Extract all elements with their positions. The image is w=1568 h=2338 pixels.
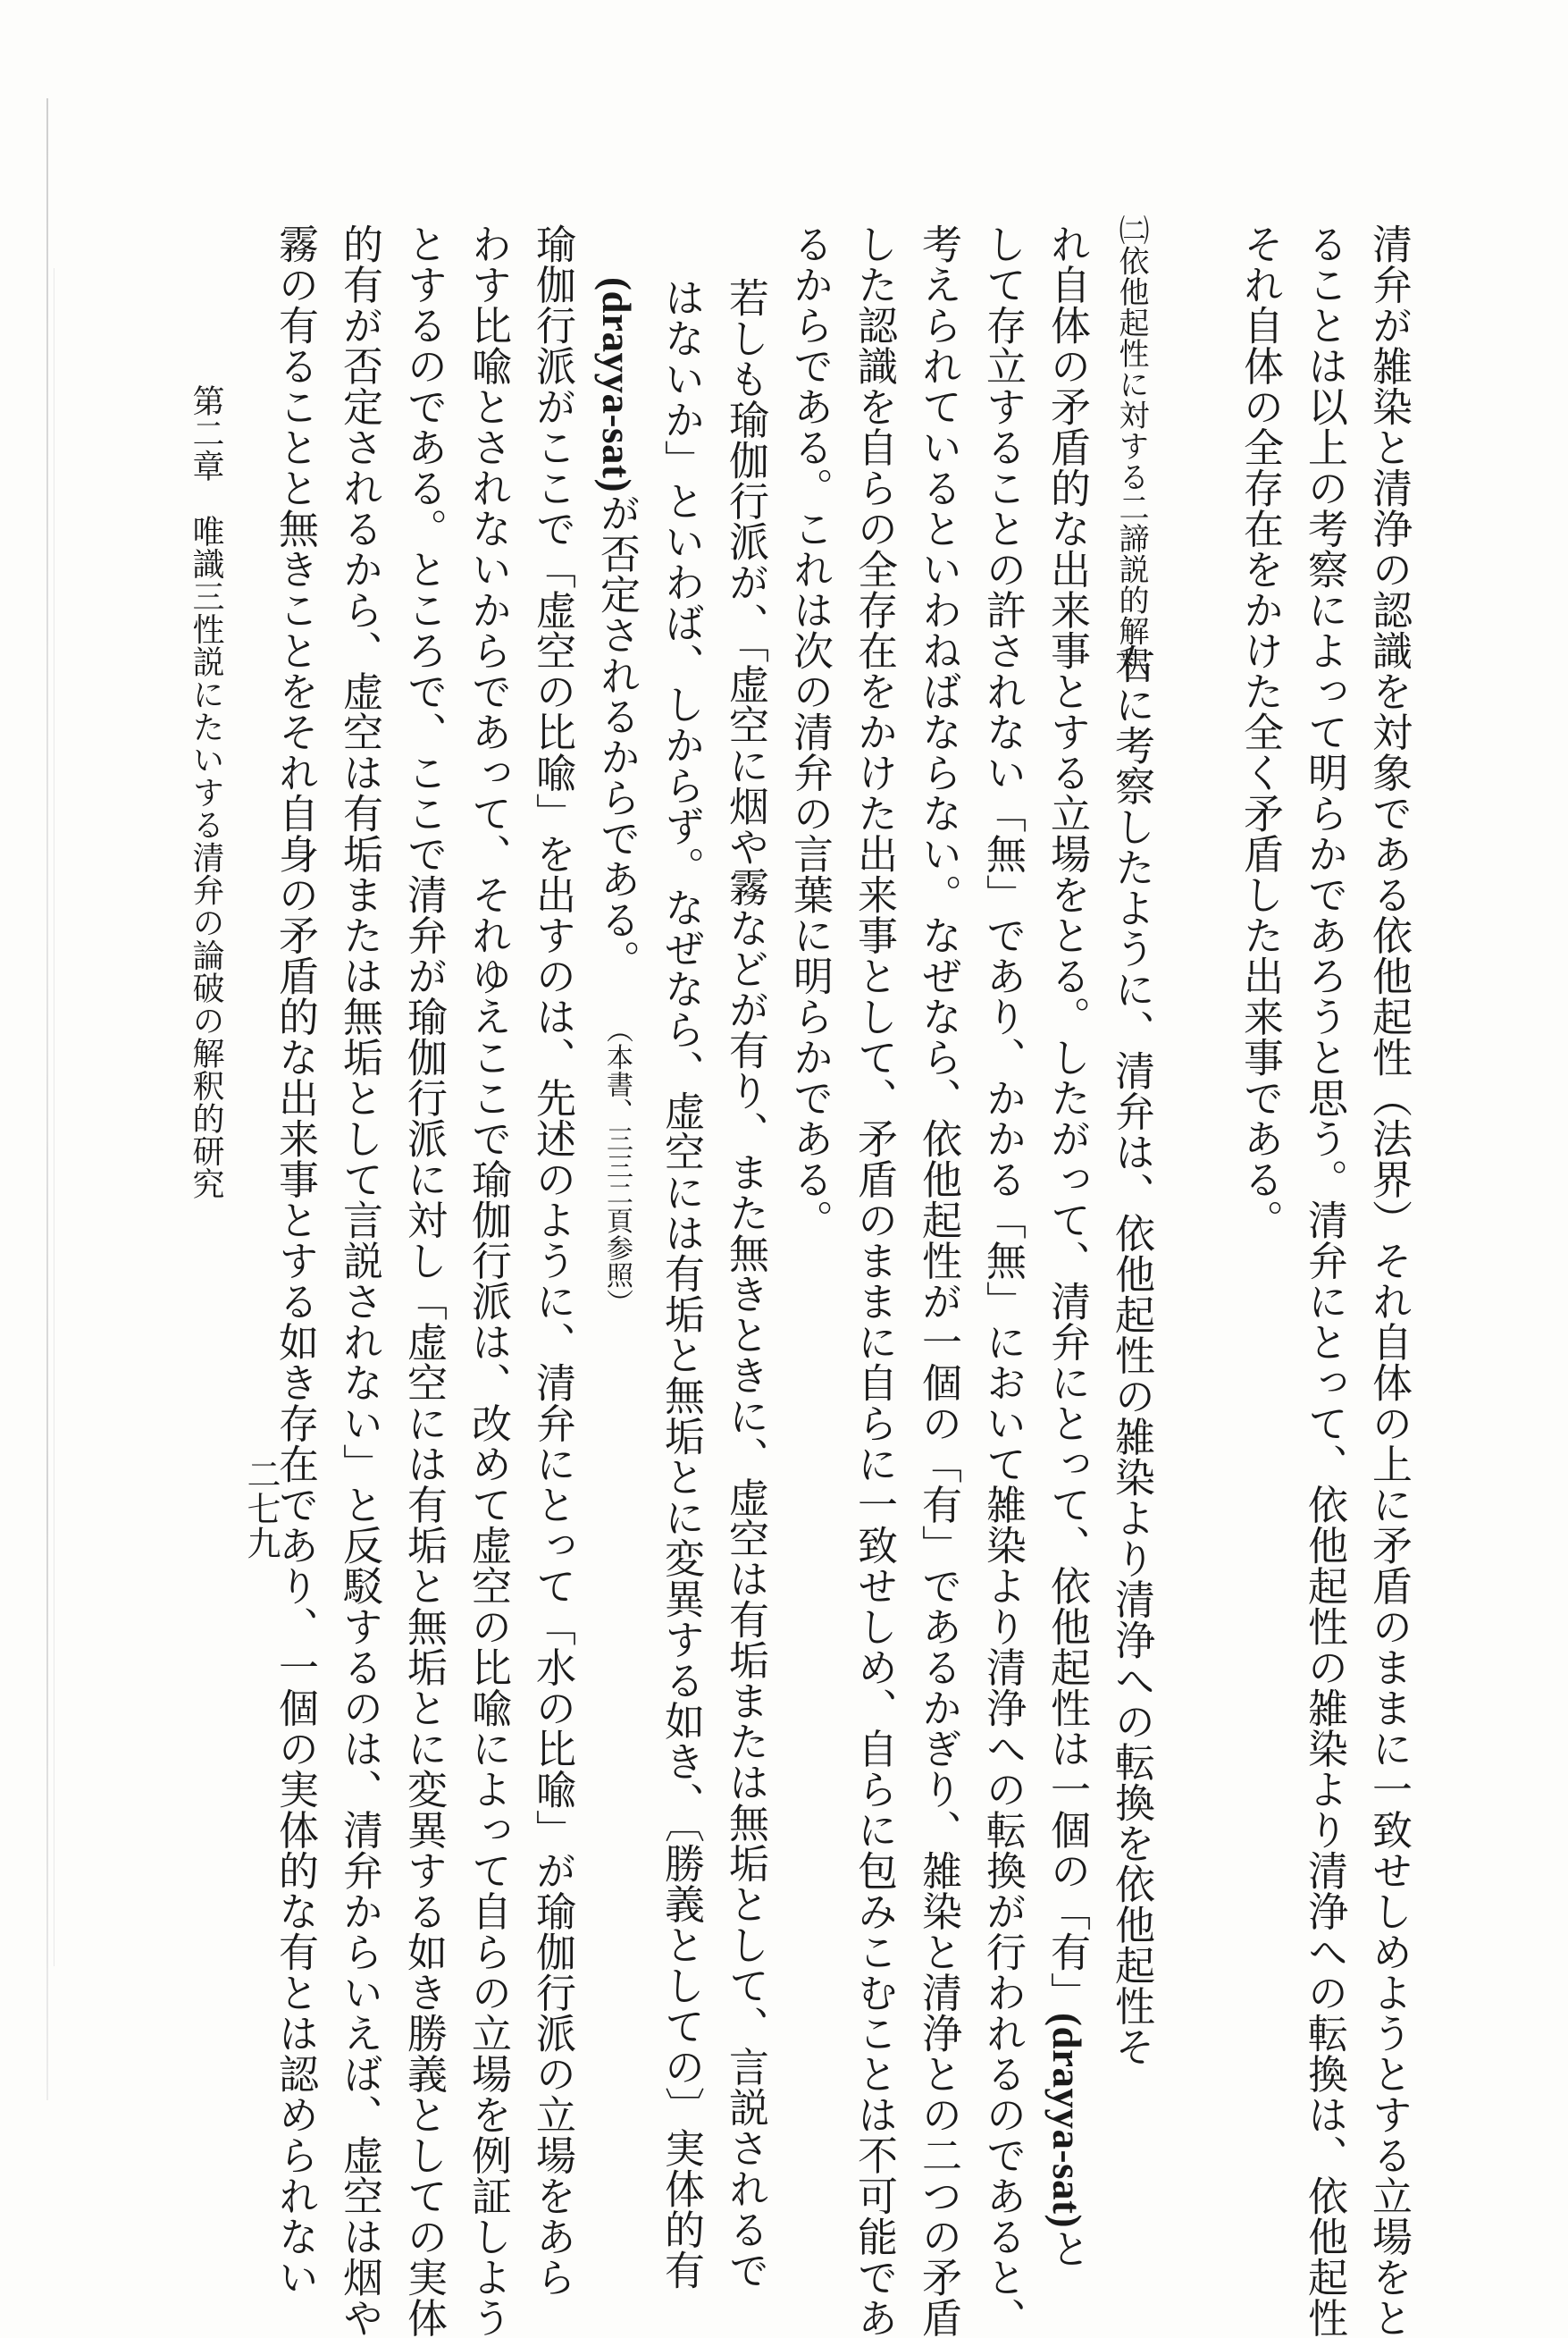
text-column-1 xyxy=(1356,223,1421,2338)
text-column-6 xyxy=(970,223,1035,2338)
column-5-end: と xyxy=(1044,2227,1091,2269)
column-5-text: れ自体の矛盾的な出来事とする立場をとる。したがって、清弁にとって、依他起性は一個の「有」 xyxy=(1044,223,1091,2013)
page-body xyxy=(223,214,1421,2338)
column-14-text: わす比喩とされないからであって、それゆえここで瑜伽行派は、改めて虚空の比喩によって自らの立場を例証しよう xyxy=(465,223,512,2338)
column-6-text: して存立することの許されない「無」であり、かかる「無」において雑染より清浄への転換が行われるのであると、 xyxy=(979,223,1027,2338)
running-footer xyxy=(179,384,232,1200)
quote-1-text: 若しも瑜伽行派が、「虚空に烟や霧などが有り、また無きときに、虚空は有垢または無垢として、言説されるで xyxy=(722,277,769,2291)
page-number xyxy=(234,1457,288,1560)
text-column-17 xyxy=(263,223,327,2298)
text-column-16 xyxy=(327,223,391,2338)
quote-column-2 xyxy=(649,277,713,2291)
column-15-text: とするのである。ところで、ここで清弁が瑜伽行派に対し「虚空には有垢と無垢とに変異する如き勝義としての実体 xyxy=(400,223,448,2338)
footer-text: 第二章 唯識三性説にたいする清弁の論破の解釈的研究 xyxy=(188,384,224,1200)
column-17-text: 霧の有ることと無きことをそれ自身の矛盾的な出来事とする如き存在であり、一個の実体的な有とは認められない xyxy=(272,223,319,2298)
text-column-2 xyxy=(1292,223,1356,2338)
column-13-text: 瑜伽行派がここで「虚空の比喩」を出すのは、先述のように、清弁にとって「水の比喩」が瑜伽行派の立場をあら xyxy=(529,223,576,2298)
column-2-text: ることは以上の考察によって明らかであろうと思う。清弁にとって、依他起性の雑染より清浄への転換は、依他起性 xyxy=(1301,223,1348,2338)
text-column-7 xyxy=(906,223,970,2338)
scan-edge-line xyxy=(54,268,55,1966)
quote-column-3 xyxy=(584,277,649,1316)
text-column-5 xyxy=(1035,223,1099,2268)
text-column-13 xyxy=(520,223,584,2298)
column-3-text: それ自体の全存在をかけた全く矛盾した出来事である。 xyxy=(1237,223,1284,1240)
quote-2-tail: 〔勝義としての〕実体的有 xyxy=(658,1822,705,2291)
quote-3-lead: (drayya-sat) xyxy=(594,277,639,492)
text-column-9 xyxy=(777,223,842,1240)
section-title: 依他起性に対する二諦説的解釈 xyxy=(1113,245,1149,677)
text-column-14 xyxy=(456,223,520,2338)
drayya-sat-term: (drayya-sat) xyxy=(1044,2013,1089,2228)
column-8-text: した認識を自らの全存在をかけた出来事として、矛盾のままに自らに一致せしめ、自らに包みこむことは不可能であ xyxy=(851,223,898,2338)
page-number-text: 二七九 xyxy=(241,1457,281,1560)
quote-2-text: はないか」といわば、しからず。なぜなら、虚空には有垢と無垢とに変異する如き、 xyxy=(658,277,705,1822)
column-4-text: 右に考察したように、清弁は、依他起性の雑染より清浄への転換を依他起性そ xyxy=(1108,643,1155,2067)
text-column-3 xyxy=(1228,223,1292,1240)
text-column-4 xyxy=(1099,643,1163,2067)
quote-column-1 xyxy=(713,277,777,2291)
quote-3-text: が否定されるからである。 xyxy=(593,492,641,980)
scan-edge-shadow xyxy=(46,98,48,2100)
text-column-8 xyxy=(842,223,906,2338)
text-column-15 xyxy=(391,223,456,2338)
section-heading-column xyxy=(1099,214,1163,677)
column-16-text: 的有が否定されるから、虚空は有垢または無垢として言説されない」と反駁するのは、清弁からいえば、虚空は烟や xyxy=(336,223,383,2338)
column-9-text: るからである。これは次の清弁の言葉に明らかである。 xyxy=(786,223,834,1240)
column-7-text: 考えられているといわねばならない。なぜなら、依他起性が一個の「有」であるかぎり、雑染と清浄との二つの矛盾 xyxy=(915,223,962,2338)
column-1-text: 清弁が雑染と清浄の認識を対象である依他起性（法界）それ自体の上に矛盾のままに一致せしめようとする立場をと xyxy=(1365,223,1413,2338)
citation: （本書、三三二頁参照） xyxy=(601,1015,633,1316)
section-marker: ㈡ xyxy=(1113,214,1149,246)
